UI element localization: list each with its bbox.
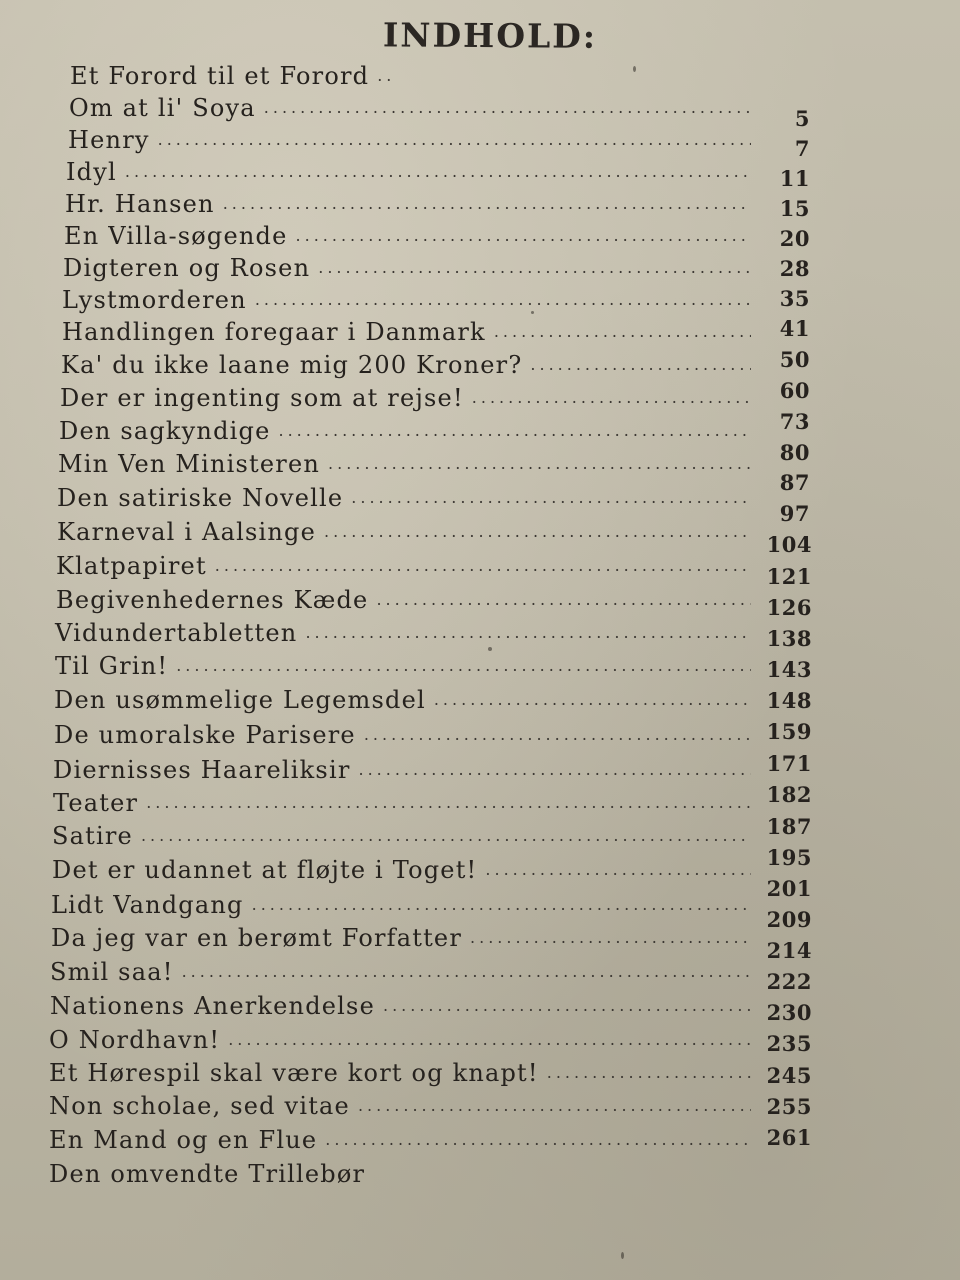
toc-page-number: 143 [766,657,812,682]
toc-page-number: 80 [779,440,810,465]
toc-page-number: 148 [766,688,812,713]
toc-entry-title: Lidt Vandgang [51,891,244,919]
toc-entry [60,380,755,412]
toc-page-number: 28 [779,256,810,281]
leader-dots [328,456,751,472]
contents-heading: INDHOLD: [382,15,598,56]
toc-entry-title: Diernisses Haareliksir [53,756,351,784]
toc-entry [57,480,755,512]
leader-dots [547,1065,751,1081]
toc-entry-title: Satire [52,822,133,850]
toc-entry [56,582,755,614]
toc-entry [51,920,755,952]
toc-entry [56,548,755,580]
toc-entry [49,1088,755,1120]
toc-page-number: 261 [766,1125,812,1150]
toc-entry [62,282,755,314]
toc-page-number: 126 [766,595,812,620]
toc-entry [53,785,755,817]
leader-dots [182,964,751,980]
leader-dots [434,692,751,708]
toc-page-number: 15 [779,196,810,221]
toc-entry [49,1156,369,1188]
leader-dots [318,260,751,276]
toc-entry-title: Idyl [66,158,117,186]
toc-page-number: 7 [794,136,810,161]
toc-entry [63,250,755,282]
leader-dots [325,1132,751,1148]
toc-entry [70,58,400,90]
toc-entry [52,818,755,850]
leader-dots [324,524,751,540]
toc-page-number: 182 [766,782,812,807]
toc-entry [52,852,755,884]
toc-entry [54,717,755,749]
toc-entry-title: Der er ingenting som at rejse! [60,384,464,412]
toc-entry [64,218,755,250]
toc-page-number: 235 [766,1031,812,1056]
toc-page-number: 35 [779,286,810,311]
leader-dots [252,897,751,913]
toc-page-number: 73 [779,409,810,434]
toc-entry [54,682,755,714]
leader-dots [296,228,751,244]
leader-dots [176,658,751,674]
leader-dots [485,862,751,878]
toc-entry-title: Et Forord til et Forord [70,62,370,90]
leader-dots [359,762,752,778]
toc-entry-title: De umoralske Parisere [54,721,356,749]
toc-page-number: 20 [779,226,810,251]
toc-entry [55,648,755,680]
toc-entry-title: Karneval i Aalsinge [57,518,316,546]
toc-entry [50,954,755,986]
toc-entry [57,514,755,546]
leader-dots [264,100,751,116]
leader-dots [228,1032,751,1048]
toc-page-number: 245 [766,1063,812,1088]
toc-entry-title: Digteren og Rosen [63,254,311,282]
toc-entry [66,154,755,186]
toc-entry-title: Den usømmelige Legemsdel [54,686,426,714]
toc-entry [59,413,755,445]
toc-page-number: 209 [766,907,812,932]
leader-dots [351,490,751,506]
toc-entry-title: Henry [68,126,150,154]
toc-entry-title: Et Hørespil skal være kort og knapt! [49,1059,539,1087]
leader-dots [377,68,396,84]
toc-page-number: 195 [766,845,812,870]
toc-entry-title: Klatpapiret [56,552,207,580]
toc-entry-title: Til Grin! [55,652,169,680]
toc-entry-title: Den sagkyndige [59,417,271,445]
toc-entry-title: Smil saa! [50,958,174,986]
toc-page-number: 138 [766,626,812,651]
toc-entry-title: Vidundertabletten [55,619,298,647]
toc-entry-title: Begivenhedernes Kæde [56,586,369,614]
leader-dots [146,795,751,811]
leader-dots [158,132,751,148]
toc-page-number: 104 [766,532,812,557]
leader-dots [494,324,751,340]
toc-entry [51,887,755,919]
leader-dots [470,930,751,946]
toc-entry-title: Nationens Anerkendelse [50,992,375,1020]
toc-entry-title: En Mand og en Flue [49,1126,318,1154]
toc-entry-title: Om at li' Soya [69,94,256,122]
toc-entry-title: Min Ven Ministeren [58,450,321,478]
toc-entry-title: En Villa-søgende [64,222,288,250]
toc-entry [62,314,755,346]
toc-page-number: 50 [779,347,810,372]
toc-entry-title: Det er udannet at fløjte i Toget! [52,856,478,884]
toc-page-number: 230 [766,1000,812,1025]
toc-page-number: 41 [779,316,810,341]
leader-dots [141,828,751,844]
toc-entry-title: Handlingen foregaar i Danmark [62,318,486,346]
toc-entry [55,615,755,647]
leader-dots [223,196,751,212]
toc-page-number: 255 [766,1094,812,1119]
toc-page-number: 11 [779,166,810,191]
toc-entry-title: Non scholae, sed vitae [49,1092,350,1120]
toc-entry [50,988,755,1020]
toc-entry [68,122,755,154]
paper-speck [621,1252,624,1259]
toc-entry [58,446,755,478]
toc-page-number: 121 [766,564,812,589]
toc-page-number: 5 [794,106,810,131]
leader-dots [530,357,751,373]
leader-dots [376,592,751,608]
toc-entry [49,1055,755,1087]
toc-page-number: 171 [766,751,812,776]
toc-entry-title: O Nordhavn! [49,1026,221,1054]
toc-page-number: 187 [766,814,812,839]
toc-page-number: 60 [779,378,810,403]
toc-entry-title: Hr. Hansen [65,190,215,218]
leader-dots [305,625,751,641]
toc-entry [69,90,755,122]
toc-page-number: 214 [766,938,812,963]
leader-dots [364,727,751,743]
toc-entry-title: Ka' du ikke laane mig 200 Kroner? [61,351,523,379]
toc-entry-title: Teater [53,789,139,817]
toc-entry [49,1022,755,1054]
toc-entry-title: Den omvendte Trillebør [49,1160,366,1188]
leader-dots [255,292,751,308]
paper-speck [488,647,492,651]
toc-entry-title: Lystmorderen [62,286,247,314]
leader-dots [125,164,751,180]
leader-dots [358,1098,751,1114]
toc-page-number: 201 [766,876,812,901]
toc-entry-title: Den satiriske Novelle [57,484,344,512]
leader-dots [278,423,751,439]
toc-entry-title: Da jeg var en berømt Forfatter [51,924,463,952]
toc-page-number: 97 [779,501,810,526]
toc-page-number: 222 [766,969,812,994]
toc-page-number: 159 [766,719,812,744]
leader-dots [383,998,751,1014]
toc-entry [49,1122,755,1154]
toc-entry [65,186,755,218]
toc-entry [53,752,755,784]
leader-dots [472,390,751,406]
toc-entry [61,347,755,379]
paper-speck [531,311,534,314]
leader-dots [215,558,751,574]
paper-speck [633,66,636,72]
toc-page-number: 87 [779,470,810,495]
